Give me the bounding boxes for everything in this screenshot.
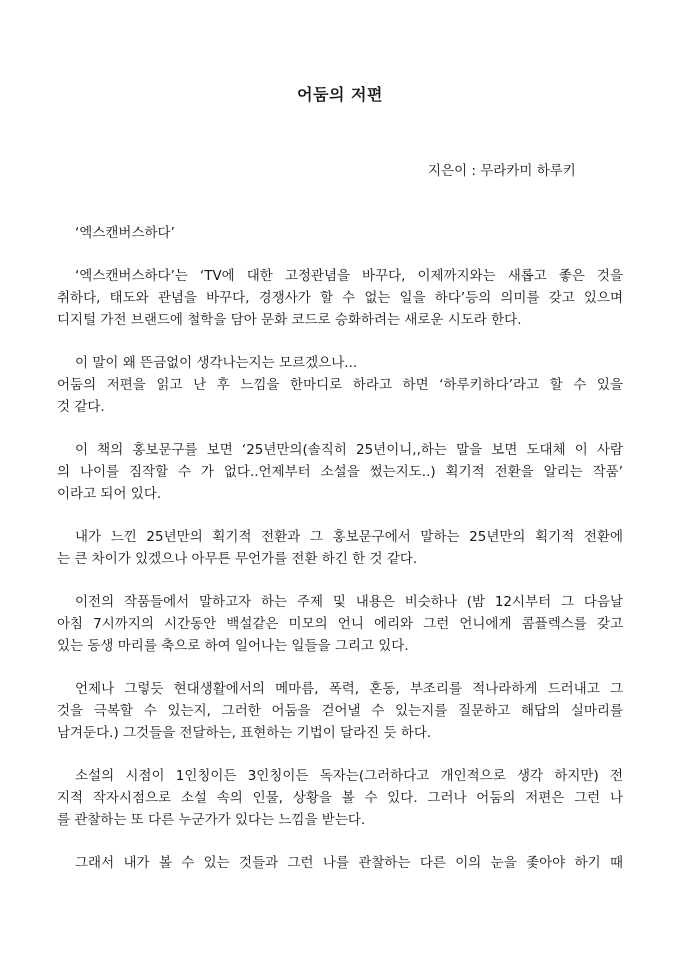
text-line: 이 말이 왜 뜬금없이 생각나는지는 모르겠으나...: [75, 355, 358, 371]
text-line: 디지털 가전 브랜드에 철학을 담아 문화 코드로 승화하려는 새로운 시도라 한다.: [57, 312, 522, 328]
text-line: 있는 동생 마리를 축으로 하여 일어나는 일들을 그리고 있다.: [57, 638, 409, 654]
text-line: 것을 극복할 수 있는지, 그러한 어둠을 걷어낼 수 있는지를 질문하고 해답의 실마리를: [57, 703, 623, 719]
text-line: 것 같다.: [57, 399, 105, 415]
paragraph: [57, 852, 623, 874]
text-line: 내가 느낀 25년만의 획기적 전환과 그 홍보문구에서 말하는 25년만의 획기적 전환에: [75, 529, 623, 545]
paragraph: [57, 765, 623, 831]
paragraph: [57, 591, 623, 657]
author-line: 지은이 : 무라카미 하루키: [428, 163, 576, 179]
text-line: 어둠의 저편을 읽고 난 후 느낌을 한마디로 하라고 하면 ‘하루키하다’라고 할 수 있을: [57, 377, 623, 393]
text-line: 이라고 되어 있다.: [57, 486, 162, 502]
text-line: 아침 7시까지의 시간동안 백설같은 미모의 언니 에리와 그런 언니에게 콤플렉스를 갖고: [57, 616, 623, 632]
text-line: 남겨둔다.) 그것들을 전달하는, 표현하는 기법이 달라진 듯 하다.: [57, 725, 432, 741]
text-line: 언제나 그렇듯 현대생활에서의 메마름, 폭력, 혼동, 부조리를 적나라하게 드러내고 그: [75, 681, 623, 697]
paragraph: [57, 265, 623, 331]
text-line: ‘엑스캔버스하다’는 ‘TV에 대한 고정관념을 바꾸다, 이제까지와는 새롭고 좋은 것을: [75, 268, 623, 284]
text-line: ‘엑스캔버스하다’: [75, 225, 175, 241]
document-title: 어둠의 저편: [297, 85, 383, 104]
text-line: 의 나이를 짐작할 수 가 없다..언제부터 소설을 썼는지도..) 획기적 전환을 알리는 작품’: [57, 464, 623, 480]
text-line: 소설의 시점이 1인칭이든 3인칭이든 독자는(그러하다고 개인적으로 생각 하지만) 전: [75, 768, 623, 784]
text-line: 는 큰 차이가 있겠으나 아무튼 무언가를 전환 하긴 한 것 같다.: [57, 551, 418, 567]
text-line: 지적 작자시점으로 소설 속의 인물, 상황을 볼 수 있다. 그러나 어둠의 저편은 그런 나: [57, 790, 623, 806]
text-line: 를 관찰하는 또 다른 누군가가 있다는 느낌을 받는다.: [57, 812, 366, 828]
text-line: 이전의 작품들에서 말하고자 하는 주제 및 내용은 비슷하나 (밤 12시부터 그 다음날: [75, 594, 623, 610]
text-line: 이 책의 홍보문구를 보면 ‘25년만의(솔직히 25년이니,,하는 말을 보면 도대체 이 사람: [75, 442, 623, 458]
text-line: 취하다, 태도와 관념을 바꾸다, 경쟁사가 할 수 없는 일을 하다’등의 의미를 갖고 있으며: [57, 290, 623, 306]
paragraph: [57, 526, 623, 570]
document-body: [57, 222, 623, 874]
paragraph: [57, 222, 623, 244]
paragraph: [57, 352, 623, 418]
text-line: 그래서 내가 볼 수 있는 것들과 그런 나를 관찰하는 다른 이의 눈을 좇아야 하기 때: [75, 855, 623, 871]
paragraph: [57, 678, 623, 744]
paragraph: [57, 439, 623, 505]
